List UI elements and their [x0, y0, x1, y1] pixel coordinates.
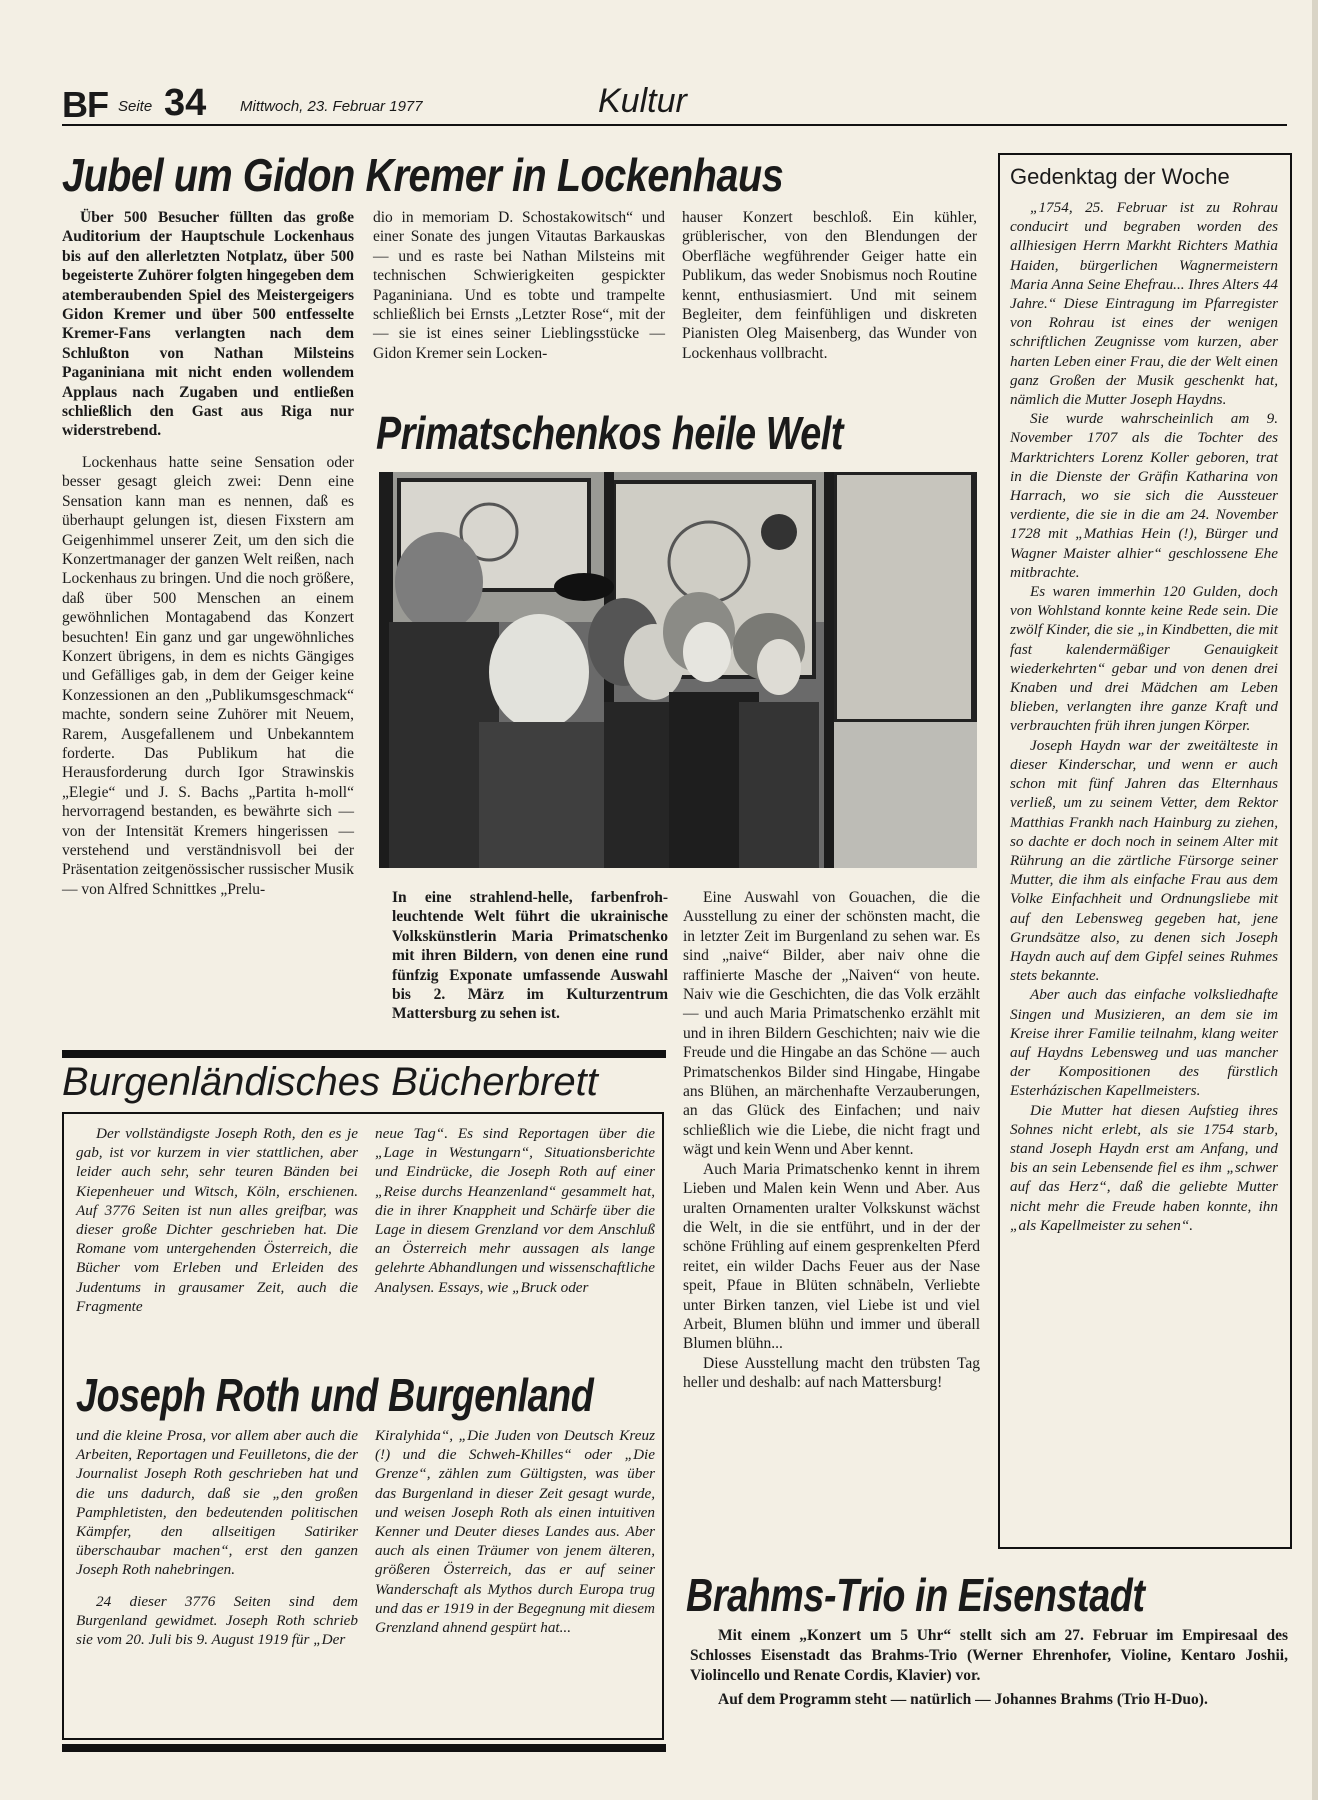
kremer-column-3 [682, 208, 977, 363]
buecherbrett-col2-top [375, 1124, 655, 1297]
primatschenko-column [683, 888, 980, 1393]
buecherbrett-col2-top-text: neue Tag“. Es sind Reportagen über die „Lage in Westungarn“, Situationsberichte und Eindrücke, die Joseph Roth auf einer „Reise durchs Heanzenland“ gesammelt hat, die in ihrer Knappheit und Schärfe über die Lage in diesem Grenzland vor dem Anschluß an Österreich mehr aussagen als lange gelehrte Abhandlungen und wissenschaftliche Analysen. Essays, wie „Bruck oder [375, 1125, 655, 1296]
buecherbrett-col1-top [76, 1124, 358, 1316]
gedenktag-p4: Joseph Haydn war der zweitälteste in dieser Kinderschar, und wenn er auch schon mit fünf Jahren das Elternhaus verließ, um zu seinem Vetter, dem Rektor Matthias Frankh nach Hainburg zu ziehen, so dachte er doch noch in seinem Alter mit Rührung an die zärtliche Fürsorge seiner Mutter, die ihm als einfache Frau aus dem Volke Einfachheit und Ordnungsliebe mit auf den Lebensweg gegeben hat, jene Grundsätze also, zu denen sich Joseph Haydn auch auf dem Gipfel seines Ruhmes stets bekannte. [1010, 736, 1278, 985]
gedenktag-title: Gedenktag der Woche [1010, 164, 1230, 189]
brahms-p2: Auf dem Programm steht — natürlich — Johannes Brahms (Trio H-Duo). [718, 1691, 1208, 1708]
masthead [62, 80, 1287, 126]
gedenktag-p6: Die Mutter hat diesen Aufstieg ihres Sohnes nicht erlebt, als sie 1754 starb, stand Joseph Haydn erst am Anfang, und bis an sein Lebensende fiel es ihm „schwer auf das Herz“, daß die geliebte Mutter nicht mehr die Freude haben konnte, ihn „als Kapellmeister zu sehen“. [1010, 1101, 1278, 1234]
gedenktag-p3: Es waren immerhin 120 Gulden, doch von Wohlstand konnte keine Rede sein. Die zwölf Kinder, die sie „in Kindbetten, die mit fast kalendermäßiger Genauigkeit wiederkehrten“ gebar und von denen drei Knaben und drei Mädchen am Leben blieben, verlangten ihre ganze Kraft und verbrauchten früh ihren jungen Körper. [1010, 583, 1278, 735]
section-title: Kultur [598, 82, 687, 120]
primatschenko-body-3: Diese Ausstellung macht den trübsten Tag heller und deshalb: auf nach Mattersburg! [683, 1354, 980, 1392]
buecherbrett-col1-top-text: Der vollständigste Joseph Roth, den es je gab, ist vor kurzem in vier stattlichen, aber leider auch sehr, sehr teuren Bänden bei Kiepenheuer und Witsch, Köln, erschienen. Auf 3776 Seiten ist nun alles greifbar, was dieser große Dichter geschrieben hat. Die Romane vom untergehenden Österreich, die Bücher vom Erleben und Erleiden des Judentums in grausamer Zeit, auch die Fragmente [76, 1125, 358, 1315]
gedenktag-p2: Sie wurde wahrscheinlich am 9. November 1707 als die Tochter des Marktrichters Lorenz Koller geboren, trat in die Dienste der Gräfin Katharina von Harrach, wo sie sich die Aussteuer verdiente, die sie in die am 24. November 1728 mit „Mathias Hein (!), Bürger und Wagner Maister alhier“ geschlossene Ehe mitbrachte. [1010, 410, 1278, 581]
buecherbrett-col2-bottom-text: Kiralyhida“, „Die Juden von Deutsch Kreuz (!) und die Schweh-Khilles“ oder „Die Grenze“, zählen zum Gültigsten, was über das Burgenland in dieser Zeit gesagt wurde, und weisen Joseph Roth als einen intuitiven Kenner und Deuter dieses Landes aus. Aber auch als einen Träumer von jenem älteren, größeren Österreich, das er auf seiner Wanderschaft als Mythos durch Europa trug und das er 1919 in der Begegnung mit diesem Grenzland ahnend gespürt hat... [375, 1427, 655, 1637]
exhibition-photo-image [379, 472, 977, 868]
kremer-lead: Über 500 Besucher füllten das große Auditorium der Hauptschule Lockenhaus bis auf den allerletzten Notplatz, über 500 begeisterte Zuhörer folgten hingegeben dem atemberaubenden Spiel des Meistergeigers Gidon Kremer und über 500 entfesselte Kremer-Fans verlangten nach dem Schlußton von Nathan Milsteins Paganiniana mit nicht enden wollendem Applaus nach Zugaben und entließen schließlich den Gast aus Riga nur widerstrebend. [62, 209, 354, 440]
page-edge [1312, 0, 1318, 1800]
primatschenko-body-2: Auch Maria Primatschenko kennt in ihrem Lieben und Malen kein Wenn und Aber. Aus uralten Ornamenten uralter Volkskunst wächst die Welt, in die sie entführt, und in der der schöne Frühling auf einem gesprenkelten Pferd reitet, ein wilder Dachs Feuer aus der Nase speit, Pfaue in Blüten schnäbeln, Verliebte unter Birken tanzen, viel Liebe ist und viel Arbeit, Blumen blühn und immer und überall Blumen blühn... [683, 1160, 980, 1353]
kremer-body-1: Lockenhaus hatte seine Sensation oder besser gesagt gleich zwei: Denn eine Sensation kann man es nennen, daß es überhaupt gelungen ist, diesen Fixstern am Geigenhimmel unserer Zeit, um den sich die Konzertmanager der ganzen Welt reißen, nach Lockenhaus zu bringen. Und die noch größere, daß über 500 Menschen an einem gewöhnlichen Montagabend das Konzert besuchten! Ein ganz und gar ungewöhnliches Konzert übrigens, in dem es nichts Gängiges und Gefälliges gab, in dem der Geiger keine Konzessionen an den „Publikumsgeschmack“ machte, sondern seine Zuhörer mit Neuem, Rarem, Ausgefallenem und Unbekanntem forderte. Das Publikum hat die Herausforderung durch Igor Strawinskis „Elegie“ und J. S. Bachs „Partita h-moll“ hervorragend bestanden, es bewährte sich — von der Intensität Kremers hingerissen — verstehend und verständnisvoll bei der Präsentation zeitgenössischer russischer Musik — von Alfred Schnittkes „Prelu- [62, 453, 354, 898]
kremer-column-1 [62, 208, 354, 899]
brahms-text [690, 1626, 1288, 1710]
kremer-body-2: dio in memoriam D. Schostakowitsch“ und einer Sonate des jungen Vitautas Barkauskas — und es raste bei Nathan Milsteins mit technischen Schwierigkeiten gespickter Paganiniana. Und es tobte und trampelte schließlich bei Ernsts „Letzter Rose“, mit der — sie ist eines seiner Lieblingsstücke — Gidon Kremer sein Locken- [373, 209, 665, 362]
primatschenko-headline: Primatschenkos heile Welt [376, 407, 844, 459]
buecherbrett-col1-bottom-text: und die kleine Prosa, vor allem aber auch die Arbeiten, Reportagen und Feuilletons, die der Journalist Joseph Roth geschrieben hat und die uns dadurch, daß sie „den großen Pamphletisten, den bedeutenden politischen Kämpfer, den allseitigen Satiriker überschaubar machen“, erst den ganzen Joseph Roth nahebringen. [76, 1427, 358, 1579]
buecherbrett-col2-bottom [375, 1426, 655, 1637]
gedenktag-p5: Aber auch das einfache volksliedhafte Singen und Musizieren, an dem sie im Kreise ihrer Familie teilnahm, klang weiter auf Haydns Lebensweg und uas mancher der Kompositionen des fürstlich Esterházischen Kapellmeisters. [1010, 986, 1278, 1100]
newspaper-logo: BF [62, 84, 108, 125]
gedenktag-p1: „1754, 25. Februar ist zu Rohrau conducirt und begraben worden des allhiesigen Herrn Markht Richters Mathia Haiden, bürgerlichen Wagnermeistern Maria Anna Seine Ehefrau... Ihres Alters 44 Jahre.“ Diese Eintragung im Pfarregister von Rohrau ist eines der wenigen schriftlichen Zeugnisse vom kurzen, aber harten Leben einer Frau, die der Welt einen ganz Großen der Musik geschenkt hat, nämlich die Mutter Joseph Haydns. [1010, 199, 1278, 409]
issue-date: Mittwoch, 23. Februar 1977 [240, 98, 423, 115]
kremer-headline: Jubel um Gidon Kremer in Lockenhaus [62, 149, 784, 201]
photo-caption-text: In eine strahlend-helle, farbenfroh-leuchtende Welt führt die ukrainische Volkskünstlerin Maria Primatschenko mit ihren Bildern, von denen eine rund fünfzig Exponate umfassende Auswahl bis 2. März im Kulturzentrum Mattersburg zu sehen ist. [392, 889, 668, 1023]
roth-headline: Joseph Roth und Burgenland [76, 1369, 594, 1421]
buecherbrett-top-rule [62, 1050, 666, 1058]
buecherbrett-bottom-rule [62, 1744, 666, 1752]
primatschenko-body-1: Eine Auswahl von Gouachen, die die Ausstellung zu einer der schönsten macht, die in letzter Zeit im Burgenland zu sehen war. Es sind „naive“ Bilder, aber naiv ohne die raffinierte Masche der „Naiven“ von heute. Naiv wie die Geschichten, die das Volk erzählt — und auch Maria Primatschenko erzählt mit und in ihren Bildern Geschichten; naiv wie die Freude und die Hingabe an das Schöne — auch Primatschenkos Bilder sind Hingabe, Hingabe ans Blühen, an märchenhafte Verzauberungen, an das Glück des Einfachen; und naiv schließlich wie die Liebe, die nicht fragt und wägt und kein Wenn und Aber kennt. [683, 889, 980, 1159]
kremer-column-2 [373, 208, 665, 363]
page-number: 34 [164, 82, 207, 124]
buecherbrett-col1-bottom-text-2: 24 dieser 3776 Seiten sind dem Burgenland gewidmet. Joseph Roth schrieb sie vom 20. Juli bis 9. August 1919 für „Der [76, 1592, 358, 1649]
gedenktag-text [1010, 198, 1278, 1235]
brahms-p1: Mit einem „Konzert um 5 Uhr“ stellt sich am 27. Februar im Empiresaal des Schlosses Eisenstadt das Brahms-Trio (Werner Ehrenhofer, Violine, Kentaro Joshii, Violincello und Renate Cordis, Klavier) vor. [690, 1627, 1288, 1684]
buecherbrett-col1-bottom [76, 1426, 358, 1649]
exhibition-photo [379, 472, 977, 868]
page-label: Seite [118, 98, 153, 115]
buecherbrett-title: Burgenländisches Bücherbrett [62, 1060, 598, 1104]
kremer-body-3: hauser Konzert beschloß. Ein kühler, grüblerischer, von den Blendungen der Oberfläche wegführender Geiger hatte ein Publikum, das weder Snobismus noch Routine kennt, enthusiasmiert. Und mit seinem Begleiter, dem feinfühligen und diskreten Pianisten Oleg Maisenberg, das Wunder von Lockenhaus vollbracht. [682, 209, 977, 362]
photo-caption [392, 888, 668, 1024]
brahms-headline: Brahms-Trio in Eisenstadt [686, 1569, 1145, 1621]
